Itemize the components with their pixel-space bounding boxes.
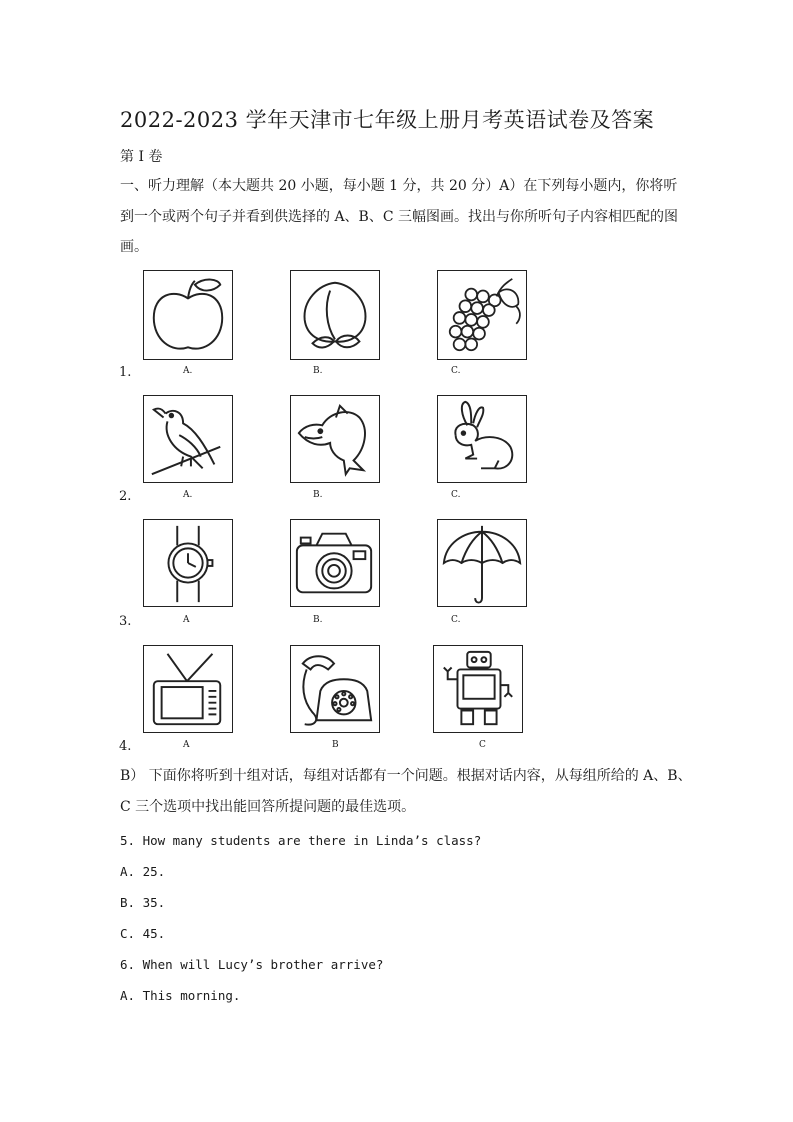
dolphin-icon <box>290 395 380 483</box>
option-label: C. <box>451 490 461 500</box>
answer-option: C. 45. <box>120 926 166 941</box>
option-label: C. <box>451 366 461 376</box>
option-label: C <box>479 740 486 750</box>
option-label: B. <box>313 366 323 376</box>
camera-icon <box>290 519 380 607</box>
instruction-line: B） 下面你将听到十组对话，每组对话都有一个问题。根据对话内容，从每组所给的 A、B、 <box>120 768 692 784</box>
page-title: 2022-2023 学年天津市七年级上册月考英语试卷及答案 <box>120 108 655 132</box>
watch-icon <box>143 519 233 607</box>
option-label: A. <box>183 366 193 376</box>
tv-icon <box>143 645 233 733</box>
question-number: 2. <box>119 489 132 504</box>
intro-line: 一、听力理解（本大题共 20 小题，每小题 1 分，共 20 分）A）在下列每小题内，你将听 <box>120 178 678 194</box>
answer-option: A. 25. <box>120 864 166 879</box>
option-label: B. <box>313 490 323 500</box>
question-text: 6. When will Lucy’s brother arrive? <box>120 957 384 972</box>
peach-icon <box>290 270 380 360</box>
option-label: A <box>183 740 190 750</box>
question-number: 3. <box>119 614 132 629</box>
umbrella-icon <box>437 519 527 607</box>
apple-icon <box>143 270 233 360</box>
answer-option: A. This morning. <box>120 988 241 1003</box>
question-text: 5. How many students are there in Linda’s class? <box>120 833 482 848</box>
robot-icon <box>433 645 523 733</box>
question-number: 4. <box>119 739 132 754</box>
bird-icon <box>143 395 233 483</box>
question-number: 1. <box>119 365 132 380</box>
intro-line: 画。 <box>120 239 148 255</box>
part-b-instructions <box>120 761 692 822</box>
option-label: A. <box>183 490 193 500</box>
listening-intro <box>120 171 678 263</box>
option-label: A <box>183 615 190 625</box>
option-label: B. <box>313 615 323 625</box>
telephone-icon <box>290 645 380 733</box>
grapes-icon <box>437 270 527 360</box>
rabbit-icon <box>437 395 527 483</box>
instruction-line: C 三个选项中找出能回答所提问题的最佳选项。 <box>120 798 416 815</box>
option-label: C. <box>451 615 461 625</box>
answer-option: B. 35. <box>120 895 166 910</box>
section-heading: 第 I 卷 <box>120 149 163 165</box>
intro-line: 到一个或两个句子并看到供选择的 A、B、C 三幅图画。找出与你所听句子内容相匹配的图 <box>120 208 679 225</box>
option-label: B <box>332 740 339 750</box>
